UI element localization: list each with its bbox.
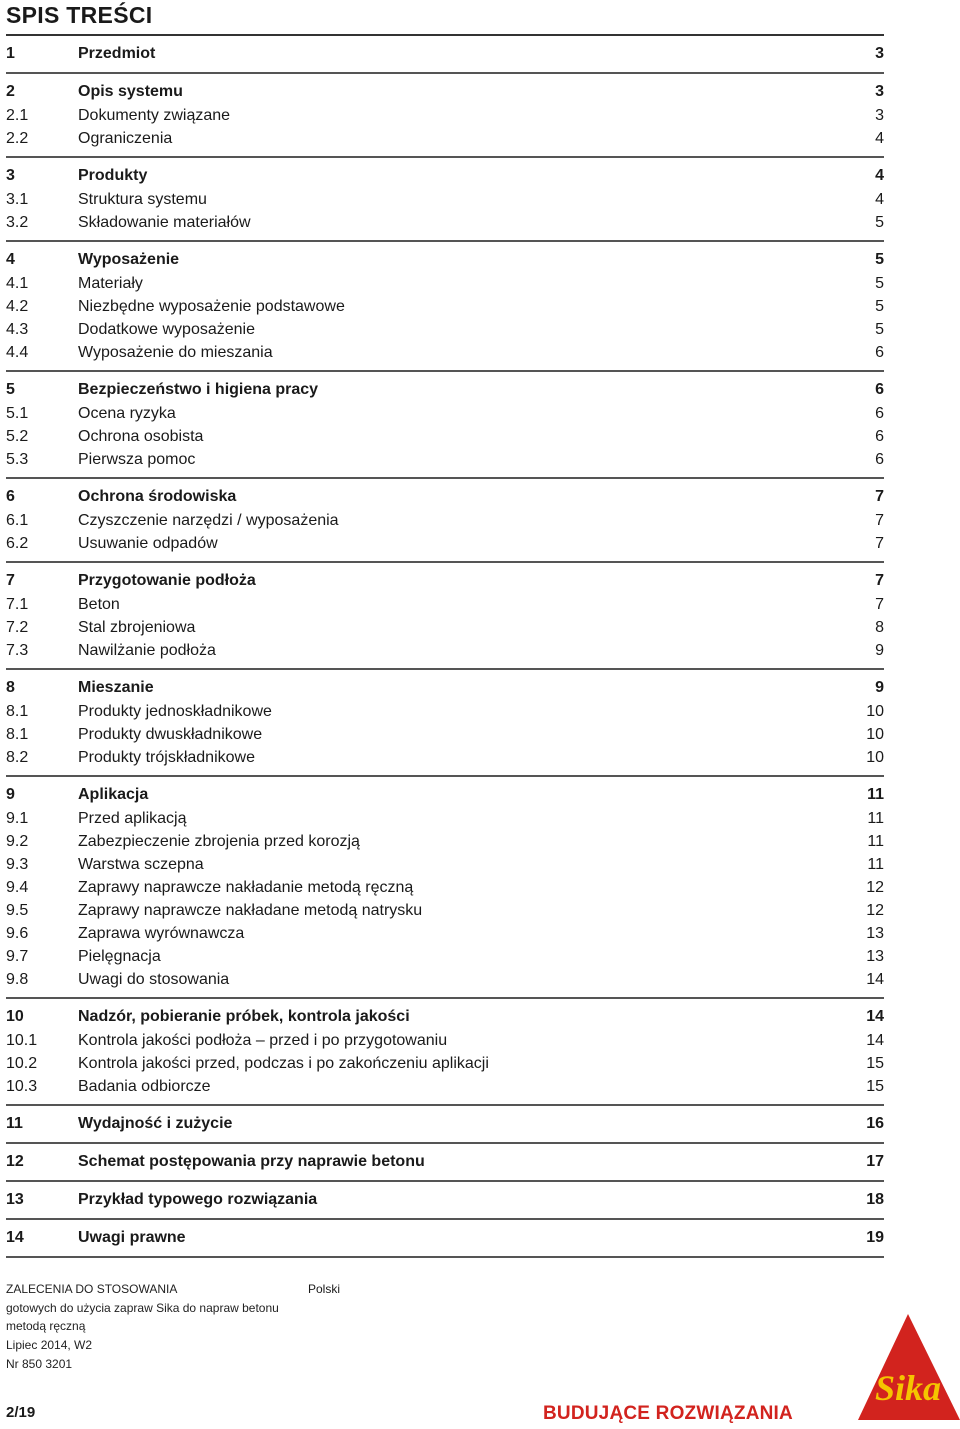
toc-subsection-entry[interactable] [6, 341, 884, 364]
toc-entry-page: 6 [875, 405, 884, 422]
toc-entry-title: Schemat postępowania przy naprawie betonu [78, 1153, 425, 1170]
toc-entry-title: Zaprawa wyrównawcza [78, 925, 245, 942]
toc-entry-page: 6 [875, 381, 884, 398]
toc-entry-number: 3.2 [6, 214, 29, 231]
toc-section [6, 1144, 884, 1182]
toc-entry-title: Wydajność i zużycie [78, 1115, 233, 1132]
toc-entry-page: 12 [866, 879, 884, 896]
toc-entry-number: 13 [6, 1191, 24, 1208]
toc-entry-number: 10.3 [6, 1078, 38, 1095]
toc-subsection-entry[interactable] [6, 830, 884, 853]
toc-subsection-entry[interactable] [6, 968, 884, 991]
toc-entry-page: 4 [875, 191, 884, 208]
toc-entry-title: Ochrona osobista [78, 428, 204, 445]
toc-entry-number: 14 [6, 1229, 24, 1246]
toc-entry-number: 4.2 [6, 298, 29, 315]
toc-entry-number: 9.4 [6, 879, 29, 896]
toc-entry-page: 17 [866, 1153, 884, 1170]
toc-entry-number: 6.1 [6, 512, 29, 529]
toc-section [6, 158, 884, 242]
toc-entry-title: Beton [78, 596, 120, 613]
toc-entry-page: 11 [867, 786, 884, 803]
toc-entry-title: Pielęgnacja [78, 948, 161, 965]
toc-section-entry[interactable] [6, 164, 884, 188]
toc-entry-title: Wyposażenie do mieszania [78, 344, 273, 361]
toc-entry-number: 7.2 [6, 619, 29, 636]
toc-entry-title: Pierwsza pomoc [78, 451, 196, 468]
document-type: ZALECENIA DO STOSOWANIA [6, 1282, 178, 1296]
toc-entry-title: Ochrona środowiska [78, 488, 237, 505]
toc-entry-number: 7.3 [6, 642, 29, 659]
toc-entry-number: 9.3 [6, 856, 29, 873]
toc-subsection-entry[interactable] [6, 318, 884, 341]
toc-subsection-entry[interactable] [6, 1052, 884, 1075]
toc-section [6, 74, 884, 158]
toc-entry-number: 11 [6, 1115, 23, 1132]
toc-subsection-entry[interactable] [6, 723, 884, 746]
toc-entry-title: Badania odbiorcze [78, 1078, 211, 1095]
toc-entry-title: Nawilżanie podłoża [78, 642, 216, 659]
toc-entry-number: 5.3 [6, 451, 29, 468]
toc-entry-page: 14 [866, 1008, 884, 1025]
toc-entry-title: Zaprawy naprawcze nakładane metodą natrysku [78, 902, 423, 919]
toc-subsection-entry[interactable] [6, 639, 884, 662]
toc-entry-number: 7.1 [6, 596, 29, 613]
document-date: Lipiec 2014, W2 [6, 1338, 93, 1352]
toc-entry-page: 19 [866, 1229, 884, 1246]
toc-entry-title: Zaprawy naprawcze nakładanie metodą ręczną [78, 879, 414, 896]
toc-subsection-entry[interactable] [6, 532, 884, 555]
toc-entry-number: 4.1 [6, 275, 29, 292]
toc-entry-number: 9.6 [6, 925, 29, 942]
toc-entry-page: 7 [875, 596, 884, 613]
toc-entry-number: 5.2 [6, 428, 29, 445]
toc-entry-number: 9.5 [6, 902, 29, 919]
document-info [6, 1280, 336, 1374]
toc-section [6, 372, 884, 479]
toc-entry-number: 5.1 [6, 405, 29, 422]
toc-entry-number: 6 [6, 488, 15, 505]
toc-entry-number: 2.2 [6, 130, 29, 147]
toc-entry-title: Czyszczenie narzędzi / wyposażenia [78, 512, 339, 529]
toc-entry-page: 3 [875, 45, 884, 62]
toc-entry-page: 13 [866, 948, 884, 965]
toc-entry-page: 11 [867, 833, 884, 850]
toc-subsection-entry[interactable] [6, 746, 884, 769]
toc-entry-title: Mieszanie [78, 679, 154, 696]
toc-entry-number: 9 [6, 786, 15, 803]
toc-subsection-entry[interactable] [6, 1075, 884, 1098]
toc-entry-number: 10.2 [6, 1055, 38, 1072]
toc-entry-number: 10.1 [6, 1032, 38, 1049]
page-number: 2/19 [6, 1404, 36, 1421]
toc-entry-number: 8.1 [6, 703, 29, 720]
toc-subsection-entry[interactable] [6, 807, 884, 830]
toc-entry-page: 15 [866, 1078, 884, 1095]
toc-entry-title: Niezbędne wyposażenie podstawowe [78, 298, 345, 315]
toc-section [6, 563, 884, 670]
toc-section-entry[interactable] [6, 676, 884, 700]
toc-entry-title: Aplikacja [78, 786, 149, 803]
toc-entry-title: Przygotowanie podłoża [78, 572, 256, 589]
toc-entry-number: 6.2 [6, 535, 29, 552]
toc-subsection-entry[interactable] [6, 700, 884, 723]
toc-entry-page: 3 [875, 107, 884, 124]
toc-entry-title: Warstwa sczepna [78, 856, 204, 873]
toc-subsection-entry[interactable] [6, 509, 884, 532]
toc-entry-title: Zabezpieczenie zbrojenia przed korozją [78, 833, 360, 850]
toc-entry-title: Kontrola jakości podłoża – przed i po przygotowaniu [78, 1032, 448, 1049]
toc-subsection-entry[interactable] [6, 448, 884, 471]
toc-section [6, 36, 884, 74]
toc-subsection-entry[interactable] [6, 593, 884, 616]
toc-entry-number: 4 [6, 251, 15, 268]
toc-section-entry[interactable] [6, 1112, 884, 1136]
toc-entry-title: Produkty [78, 167, 148, 184]
toc-entry-page: 5 [875, 251, 884, 268]
toc-subsection-entry[interactable] [6, 899, 884, 922]
toc-entry-number: 7 [6, 572, 15, 589]
toc-entry-title: Struktura systemu [78, 191, 207, 208]
toc-entry-page: 9 [875, 642, 884, 659]
toc-entry-page: 6 [875, 344, 884, 361]
toc-entry-number: 8 [6, 679, 15, 696]
toc-entry-page: 6 [875, 451, 884, 468]
toc-subsection-entry[interactable] [6, 295, 884, 318]
toc-section-entry[interactable] [6, 378, 884, 402]
toc-entry-page: 7 [875, 488, 884, 505]
toc-subsection-entry[interactable] [6, 127, 884, 150]
toc-entry-number: 10 [6, 1008, 24, 1025]
toc-entry-number: 9.1 [6, 810, 29, 827]
toc-entry-number: 12 [6, 1153, 24, 1170]
toc-entry-page: 15 [866, 1055, 884, 1072]
toc-section-entry[interactable] [6, 783, 884, 807]
toc-entry-title: Wyposażenie [78, 251, 180, 268]
toc-entry-title: Stal zbrojeniowa [78, 619, 196, 636]
toc-entry-number: 4.4 [6, 344, 29, 361]
toc-entry-title: Usuwanie odpadów [78, 535, 218, 552]
toc-entry-page: 4 [875, 167, 884, 184]
toc-entry-title: Przedmiot [78, 45, 156, 62]
toc-entry-page: 10 [866, 703, 884, 720]
toc-entry-page: 5 [875, 214, 884, 231]
toc-subsection-entry[interactable] [6, 616, 884, 639]
toc-section-entry[interactable] [6, 569, 884, 593]
toc-entry-title: Przykład typowego rozwiązania [78, 1191, 318, 1208]
toc-entry-number: 8.2 [6, 749, 29, 766]
toc-entry-page: 12 [866, 902, 884, 919]
sika-logo-icon [830, 1312, 960, 1424]
document-language: Polski [308, 1282, 341, 1296]
toc-subsection-entry[interactable] [6, 188, 884, 211]
toc-section [6, 1106, 884, 1144]
toc-entry-page: 11 [867, 810, 884, 827]
toc-section [6, 242, 884, 372]
toc-entry-title: Uwagi prawne [78, 1229, 186, 1246]
toc-entry-number: 8.1 [6, 726, 29, 743]
toc-section [6, 1220, 884, 1258]
toc-section [6, 479, 884, 563]
toc-subsection-entry[interactable] [6, 211, 884, 234]
toc-section [6, 777, 884, 999]
toc-entry-title: Uwagi do stosowania [78, 971, 230, 988]
toc-section-entry[interactable] [6, 1005, 884, 1029]
toc-entry-page: 5 [875, 298, 884, 315]
toc-entry-number: 2.1 [6, 107, 29, 124]
toc-entry-number: 2 [6, 83, 15, 100]
toc-subsection-entry[interactable] [6, 425, 884, 448]
toc-section-entry[interactable] [6, 42, 884, 66]
toc-subsection-entry[interactable] [6, 945, 884, 968]
toc-entry-title: Przed aplikacją [78, 810, 187, 827]
document-number: Nr 850 3201 [6, 1357, 73, 1371]
document-subtitle: gotowych do użycia zapraw Sika do napraw betonu metodą ręczną [6, 1301, 279, 1333]
toc-entry-title: Materiały [78, 275, 143, 292]
toc-entry-page: 4 [875, 130, 884, 147]
page-title: SPIS TREŚCI [6, 2, 153, 28]
toc-entry-page: 3 [875, 83, 884, 100]
toc-section-entry[interactable] [6, 1226, 884, 1250]
toc-entry-title: Ograniczenia [78, 130, 173, 147]
toc-section [6, 999, 884, 1106]
toc-entry-page: 6 [875, 428, 884, 445]
toc-entry-title: Nadzór, pobieranie próbek, kontrola jakości [78, 1008, 410, 1025]
toc-entry-number: 5 [6, 381, 15, 398]
toc-subsection-entry[interactable] [6, 1029, 884, 1052]
toc-entry-page: 8 [875, 619, 884, 636]
toc-section-entry[interactable] [6, 1188, 884, 1212]
toc-entry-page: 16 [866, 1115, 884, 1132]
toc-entry-page: 13 [866, 925, 884, 942]
toc-entry-page: 14 [866, 1032, 884, 1049]
toc-entry-page: 7 [875, 572, 884, 589]
toc-entry-title: Ocena ryzyka [78, 405, 176, 422]
toc-subsection-entry[interactable] [6, 272, 884, 295]
toc-entry-page: 11 [867, 856, 884, 873]
toc-section [6, 670, 884, 777]
toc-entry-page: 7 [875, 512, 884, 529]
toc-entry-page: 5 [875, 275, 884, 292]
toc-entry-page: 10 [866, 749, 884, 766]
toc-entry-number: 4.3 [6, 321, 29, 338]
toc-entry-title: Opis systemu [78, 83, 183, 100]
toc-entry-number: 1 [6, 45, 15, 62]
toc-entry-page: 7 [875, 535, 884, 552]
toc-entry-title: Dodatkowe wyposażenie [78, 321, 255, 338]
toc-entry-title: Dokumenty związane [78, 107, 231, 124]
toc-entry-title: Kontrola jakości przed, podczas i po zakończeniu aplikacji [78, 1055, 489, 1072]
toc-entry-title: Składowanie materiałów [78, 214, 251, 231]
toc-section-entry[interactable] [6, 80, 884, 104]
toc-entry-number: 9.7 [6, 948, 29, 965]
toc-entry-page: 18 [866, 1191, 884, 1208]
toc-entry-title: Produkty jednoskładnikowe [78, 703, 272, 720]
toc-subsection-entry[interactable] [6, 402, 884, 425]
toc-entry-number: 9.8 [6, 971, 29, 988]
toc-section [6, 1182, 884, 1220]
table-of-contents [6, 34, 884, 1258]
toc-entry-number: 9.2 [6, 833, 29, 850]
toc-section-entry[interactable] [6, 1150, 884, 1174]
brand-slogan: BUDUJĄCE ROZWIĄZANIA [543, 1403, 793, 1424]
toc-entry-number: 3.1 [6, 191, 29, 208]
logo-text: Sika [874, 1368, 942, 1408]
toc-entry-page: 10 [866, 726, 884, 743]
toc-subsection-entry[interactable] [6, 876, 884, 899]
toc-subsection-entry[interactable] [6, 104, 884, 127]
toc-subsection-entry[interactable] [6, 922, 884, 945]
toc-entry-page: 5 [875, 321, 884, 338]
toc-entry-page: 14 [866, 971, 884, 988]
toc-subsection-entry[interactable] [6, 853, 884, 876]
toc-entry-title: Produkty dwuskładnikowe [78, 726, 263, 743]
toc-entry-title: Bezpieczeństwo i higiena pracy [78, 381, 319, 398]
toc-entry-title: Produkty trójskładnikowe [78, 749, 255, 766]
toc-entry-number: 3 [6, 167, 15, 184]
toc-entry-page: 9 [875, 679, 884, 696]
toc-section-entry[interactable] [6, 248, 884, 272]
toc-section-entry[interactable] [6, 485, 884, 509]
